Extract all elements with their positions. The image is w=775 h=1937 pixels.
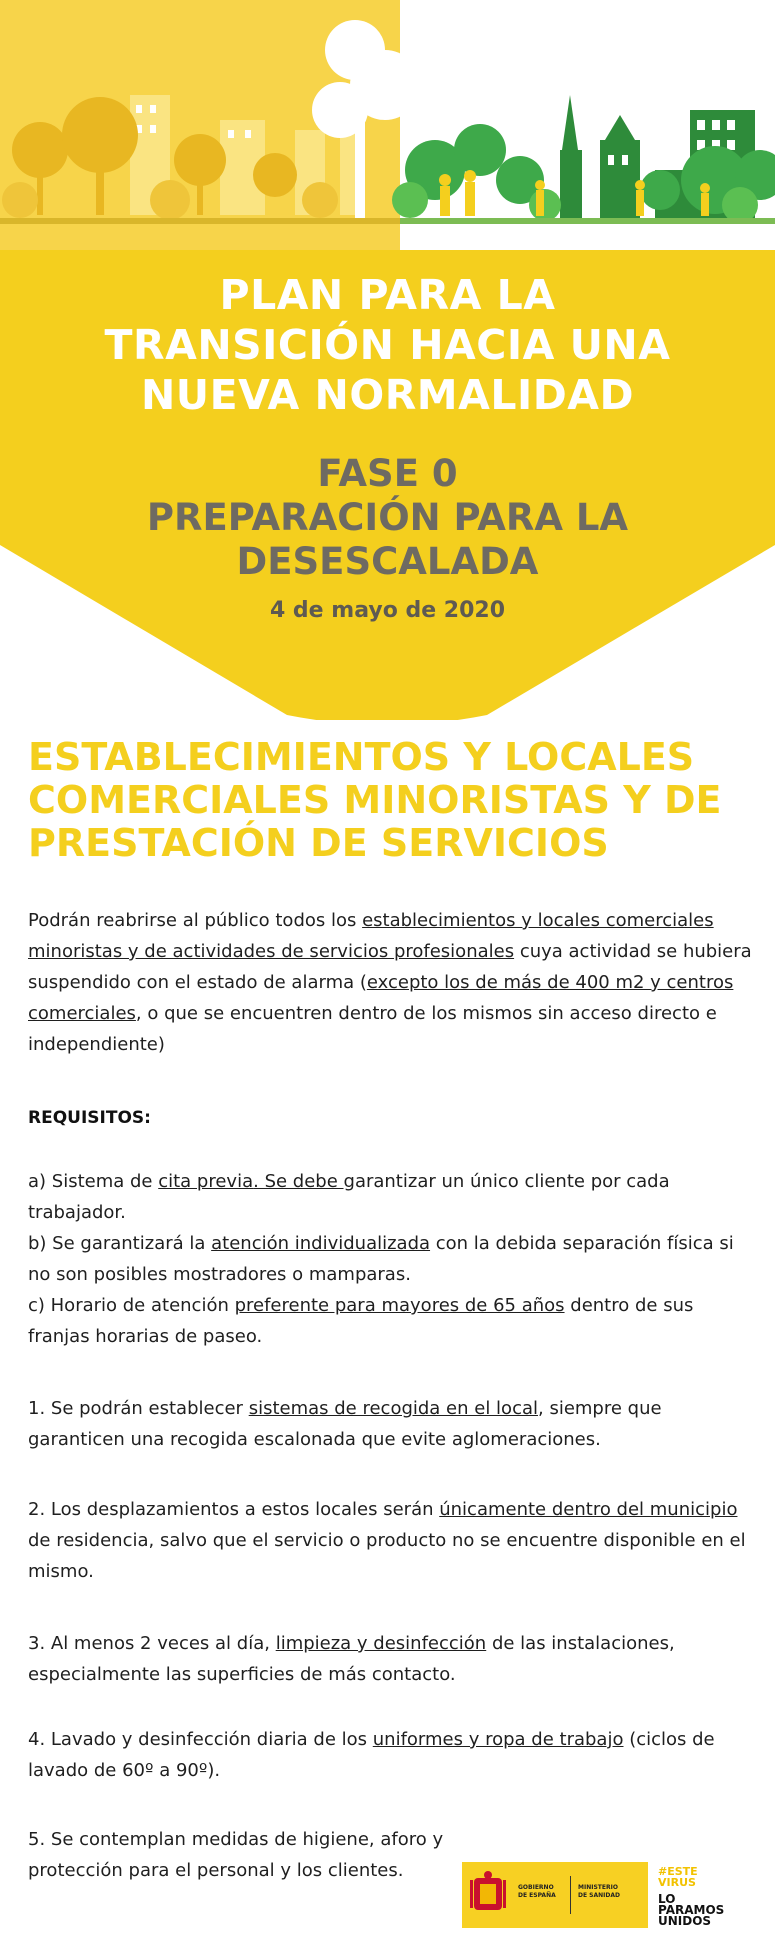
header-banner [0, 0, 775, 720]
point-3: 3. Al menos 2 veces al día, limpieza y desinfección de las instalaciones, especialmente las superficies de más contacto. [28, 1633, 675, 1685]
requirements-list [28, 1166, 758, 1352]
requirements-heading: REQUISITOS: [28, 1108, 151, 1128]
campaign-logo: #ESTE VIRUS LO PARAMOS UNIDOS [652, 1862, 762, 1928]
coat-of-arms-icon [470, 1870, 506, 1918]
requirement-c: c) Horario de atención preferente para mayores de 65 años dentro de sus franjas horarias de paseo. [28, 1295, 694, 1347]
section-title: ESTABLECIMIENTOS Y LOCALES COMERCIALES MINORISTAS Y DE PRESTACIÓN DE SERVICIOS [28, 735, 722, 865]
footer-logos [462, 1862, 762, 1928]
point-2: 2. Los desplazamientos a estos locales serán únicamente dentro del municipio de residencia, salvo que el servicio o producto no se encuentre disponible en el mismo. [28, 1499, 746, 1582]
point-1: 1. Se podrán establecer sistemas de recogida en el local, siempre que garanticen una recogida escalonada que evite aglomeraciones. [28, 1398, 662, 1450]
point-5: 5. Se contemplan medidas de higiene, aforo y protección para el personal y los clientes. [28, 1829, 444, 1881]
requirement-a: a) Sistema de cita previa. Se debe garantizar un único cliente por cada trabajador. [28, 1171, 670, 1223]
point-4: 4. Lavado y desinfección diaria de los uniformes y ropa de trabajo (ciclos de lavado de 60º a 90º). [28, 1729, 715, 1781]
phase-title: FASE 0 PREPARACIÓN PARA LA DESESCALADA [146, 452, 629, 583]
main-title: PLAN PARA LA TRANSICIÓN HACIA UNA NUEVA NORMALIDAD [104, 271, 671, 419]
intro-paragraph: Podrán reabrirse al público todos los establecimientos y locales comerciales minoristas y de actividades de servicios profesionales cuya actividad se hubiera suspendido con el estado de alarma (excepto los de más de 400 m2 y centros comerciales, o que se encuentren dentro de los mismos sin acceso directo e independiente) [28, 910, 752, 1055]
government-logo: GOBIERNO DE ESPAÑA MINISTERIO DE SANIDAD [462, 1862, 648, 1928]
date-label: 4 de mayo de 2020 [269, 598, 506, 623]
requirement-b: b) Se garantizará la atención individualizada con la debida separación física si no son posibles mostradores o mamparas. [28, 1233, 734, 1285]
